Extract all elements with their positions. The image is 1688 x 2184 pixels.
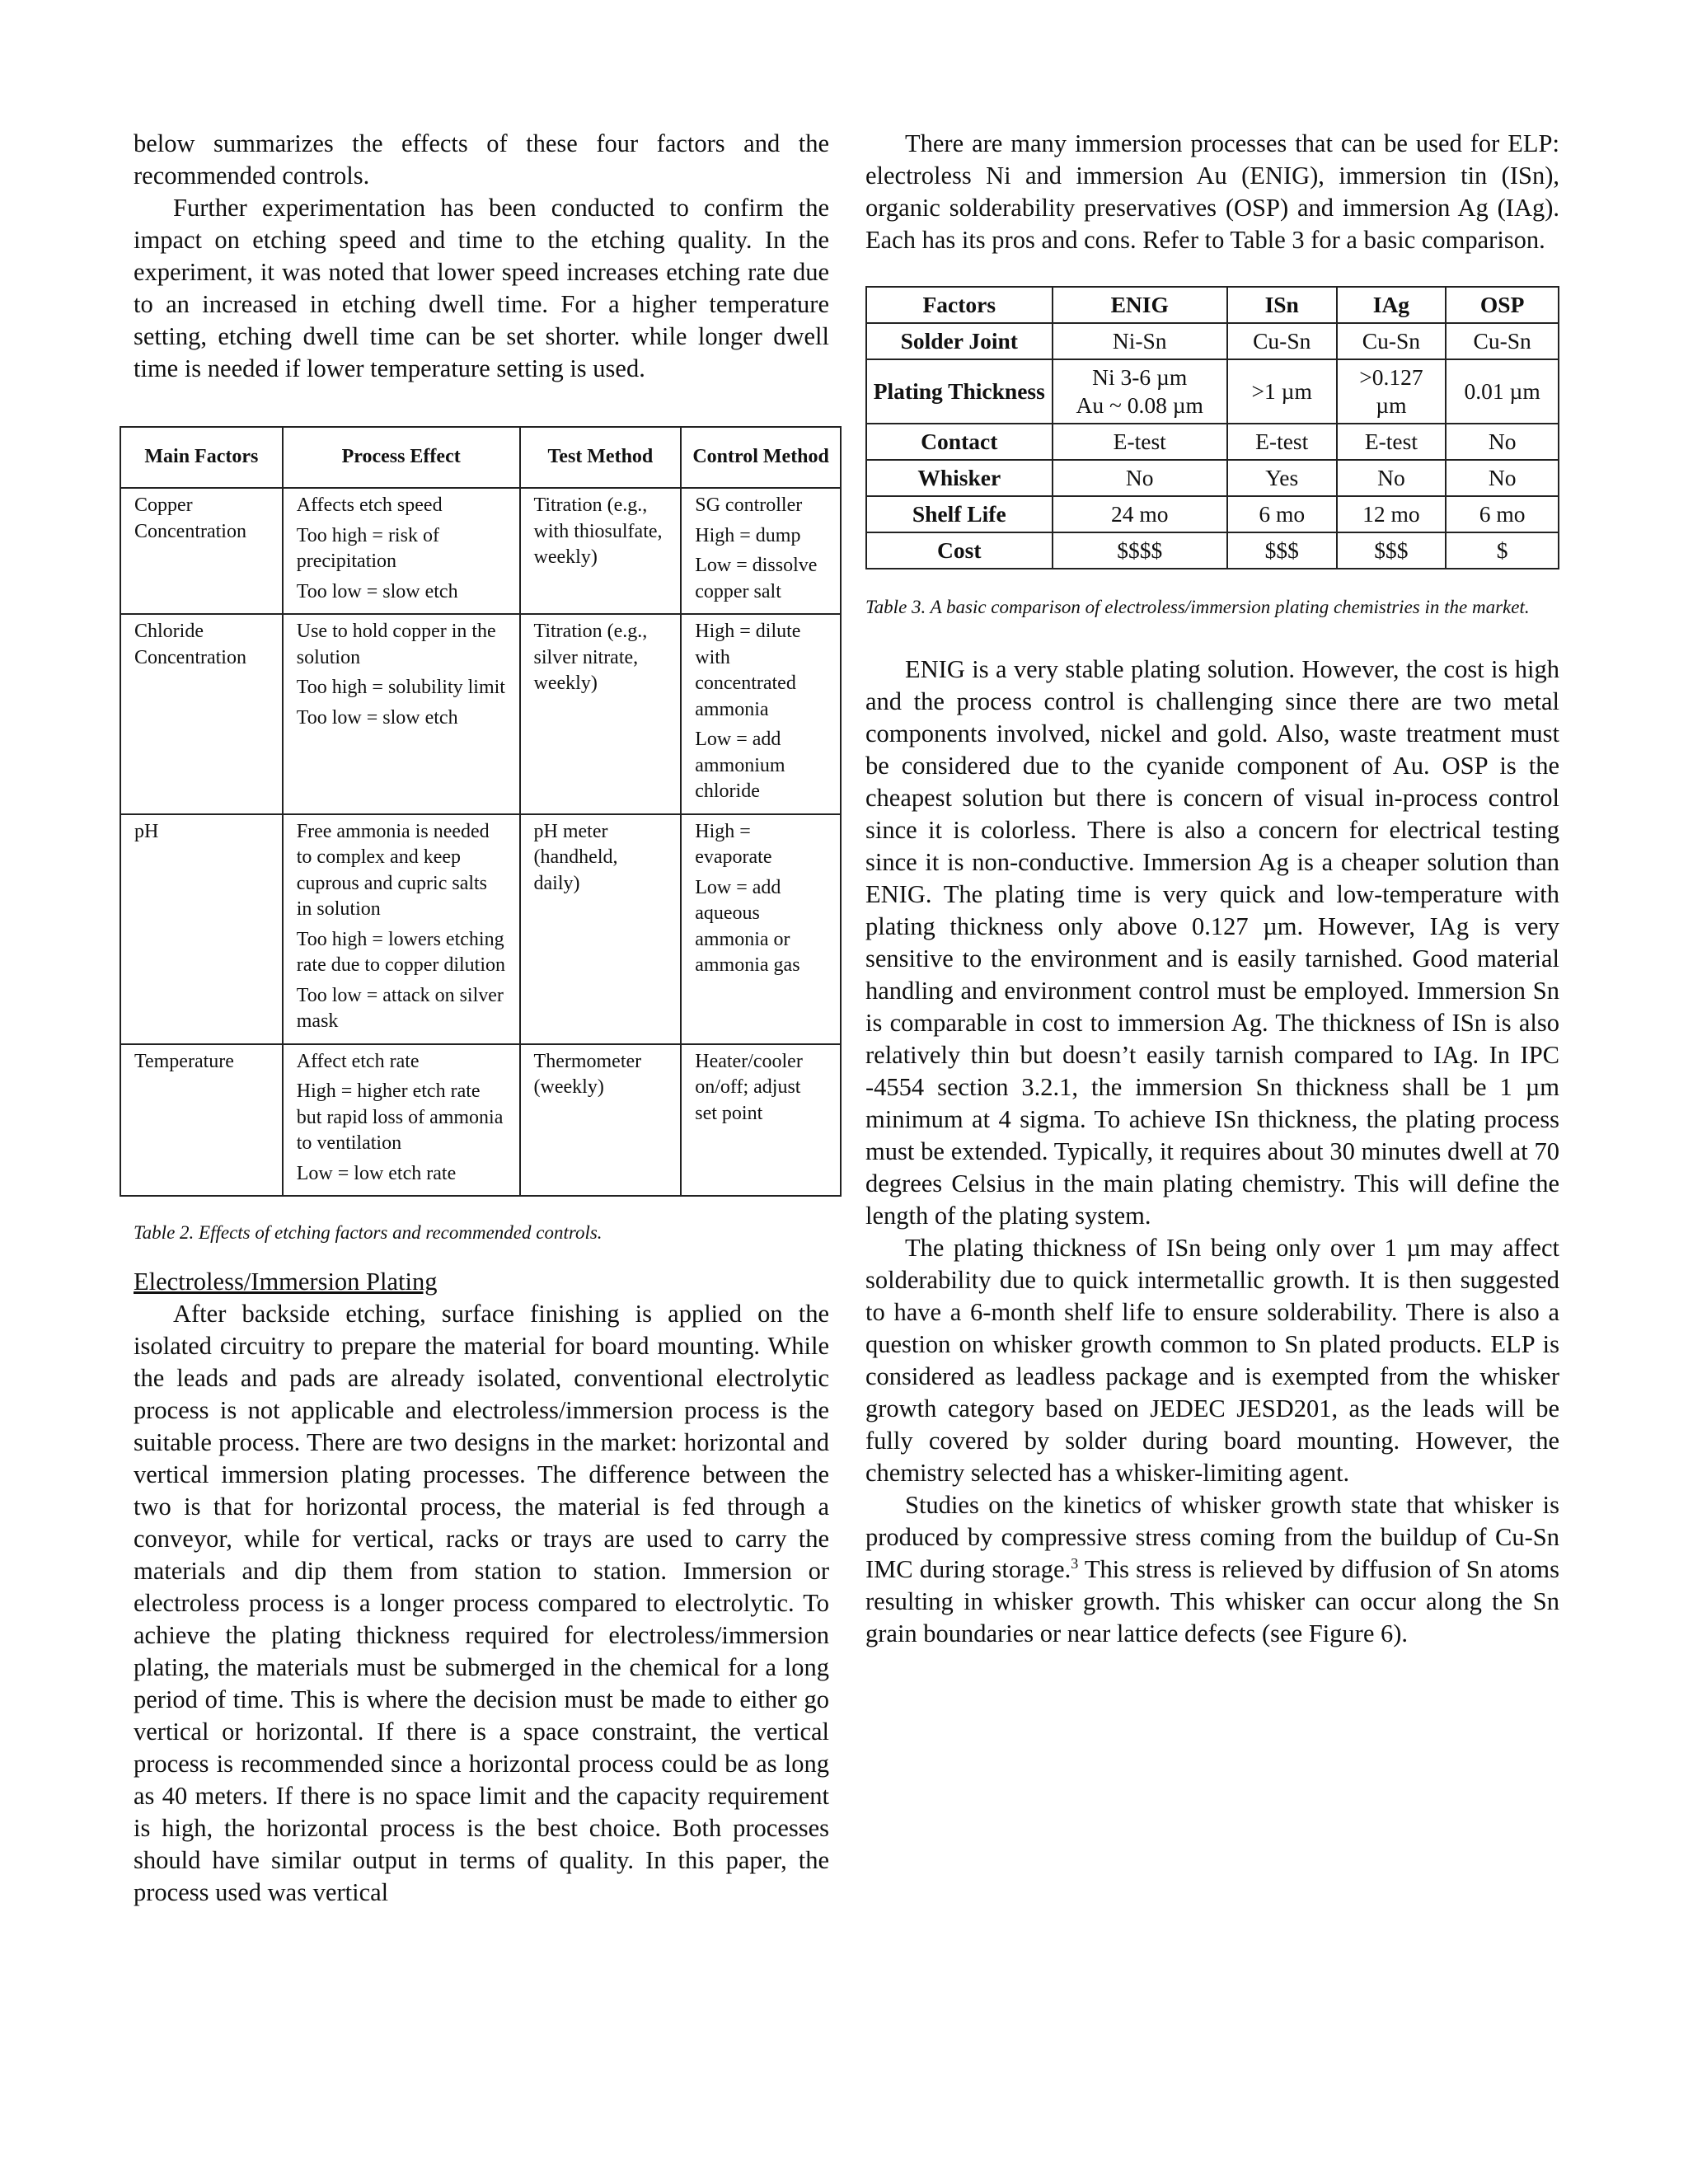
table-cell: E-test [1227, 424, 1337, 460]
table-2-etching-factors [120, 426, 842, 1197]
table-cell: >1 µm [1227, 359, 1337, 424]
table-cell: $$$$ [1053, 532, 1227, 569]
table-cell: No [1446, 424, 1559, 460]
paragraph-whisker-kinetics [865, 1489, 1559, 1650]
table-cell: 12 mo [1337, 496, 1447, 532]
control-cell [681, 614, 841, 814]
table-header-row [866, 287, 1559, 323]
table-cell: $$$ [1337, 532, 1447, 569]
left-column [134, 128, 829, 1909]
table-2-caption: Table 2. Effects of etching factors and recommended controls. [134, 1222, 603, 1243]
effect-line: Too low = slow etch [296, 580, 458, 602]
effect-line: Too high = risk of precipitation [296, 524, 439, 572]
table-header-cell: Process Effect [283, 427, 520, 488]
table-row [866, 359, 1559, 424]
table-header-row [120, 427, 841, 488]
table-header-cell: ISn [1227, 287, 1337, 323]
table-cell: E-test [1337, 424, 1447, 460]
table-cell: Cu-Sn [1337, 323, 1447, 359]
row-label: Solder Joint [866, 323, 1053, 359]
test-cell [520, 814, 682, 1044]
text-span: Studies on the kinetics of whisker growth state that whisker is produced by compressive stress coming from the buildup of Cu-Sn IMC during storage. [865, 1491, 1559, 1583]
control-line: High = evaporate [695, 820, 772, 868]
table-cell: >0.127 µm [1337, 359, 1447, 424]
effect-line: Too low = attack on silver mask [296, 984, 504, 1032]
effect-cell [283, 1044, 520, 1197]
table-row [120, 814, 841, 1044]
row-label: Contact [866, 424, 1053, 460]
section-heading: Electroless/Immersion Plating [134, 1268, 438, 1296]
table-row [866, 532, 1559, 569]
table-cell: Ni-Sn [1053, 323, 1227, 359]
row-label: Plating Thickness [866, 359, 1053, 424]
reference-superscript: 3 [1071, 1554, 1079, 1572]
control-line: SG controller [695, 494, 803, 516]
test-line: Thermometer (weekly) [533, 1050, 642, 1098]
factor-cell: Chloride Concentration [120, 614, 283, 814]
control-cell [681, 814, 841, 1044]
factor-cell: Temperature [120, 1044, 283, 1197]
factor-cell: pH [120, 814, 283, 1044]
test-cell [520, 1044, 682, 1197]
effect-line: Affect etch rate [296, 1050, 420, 1072]
effect-cell [283, 614, 520, 814]
control-line: Low = add ammonium chloride [695, 729, 785, 802]
table-cell: E-test [1053, 424, 1227, 460]
effect-line: Too low = slow etch [296, 706, 458, 729]
effect-line: Too high = solubility limit [296, 677, 505, 698]
table-cell: $ [1446, 532, 1559, 569]
test-cell [520, 488, 682, 614]
test-line: Titration (e.g., silver nitrate, weekly) [533, 621, 648, 694]
paragraph-plating: After backside etching, surface finishing is applied on the isolated circuitry to prepare the material for board mounting. While the leads and pads are already isolated, conventional electrolytic process is not applicable and electroless/immersion process is the suitable process. There are two designs in the market: horizontal and vertical immersion plating processes. The difference between the two is that for horizontal process, the material is fed through a conveyor, while for vertical, racks or trays are used to carry the materials and dip them from station to station. Immersion or electroless process is a longer process compared to electrolytic. To achieve the plating thickness required for electroless/immersion plating, the materials must be submerged in the chemical for a long period of time. This is where the decision must be made to either go vertical or horizontal. If there is a space constraint, the vertical process is recommended since a horizontal process could be as long as 40 meters. If there is no space limit and the capacity requirement is high, the horizontal process is the best choice. Both processes should have similar output in terms of quality. In this paper, the process used was vertical [134, 1300, 829, 1906]
table-header-cell: Factors [866, 287, 1053, 323]
text-span: This stress is relieved by diffusion of Sn atoms resulting in whisker growth. This whisker can occur along the Sn grain boundaries or near lattice defects (see Figure 6). [865, 1555, 1560, 1647]
table-cell: 0.01 µm [1446, 359, 1559, 424]
effect-line: Affects etch speed [296, 494, 443, 516]
table-3-plating-comparison [865, 286, 1559, 569]
test-line: Titration (e.g., with thiosulfate, weekly) [533, 494, 663, 568]
control-cell [681, 1044, 841, 1197]
control-line: Low = add aqueous ammonia or ammonia gas [695, 876, 800, 976]
table-cell: $$$ [1227, 532, 1337, 569]
table-cell: Cu-Sn [1446, 323, 1559, 359]
control-line: Low = dissolve copper salt [695, 555, 818, 602]
table-header-cell: Main Factors [120, 427, 283, 488]
row-label: Cost [866, 532, 1053, 569]
paragraph-experiment: Further experimentation has been conducted to confirm the impact on etching speed and time to the etching quality. In the experiment, it was noted that lower speed increases etching rate due to an increased in etching dwell time. For a higher temperature setting, etching dwell time can be set shorter. while longer dwell time is needed if lower temperature setting is used. [134, 194, 829, 382]
table-cell: No [1446, 460, 1559, 496]
effect-cell [283, 814, 520, 1044]
table-header-cell: Test Method [520, 427, 682, 488]
table-header-cell: ENIG [1053, 287, 1227, 323]
table-cell: 6 mo [1227, 496, 1337, 532]
effect-line: Free ammonia is needed to complex and keep cuprous and cupric salts in solution [296, 820, 490, 920]
effect-line: High = higher etch rate but rapid loss of ammonia to ventilation [296, 1080, 504, 1154]
effect-cell [283, 488, 520, 614]
table-cell: Yes [1227, 460, 1337, 496]
table-row [120, 488, 841, 614]
control-cell [681, 488, 841, 614]
effect-line: Too high = lowers etching rate due to copper dilution [296, 928, 506, 976]
paragraph-immersion-processes: There are many immersion processes that can be used for ELP: electroless Ni and immersion Au (ENIG), immersion tin (ISn), organic solderability preservatives (OSP) and immersion Ag (IAg). Each has its pros and cons. Refer to Table 3 for a basic comparison. [865, 129, 1559, 254]
control-line: High = dump [695, 524, 801, 546]
table-row [866, 323, 1559, 359]
control-line: Heater/cooler on/off; adjust set point [695, 1050, 803, 1124]
table-header-cell: OSP [1446, 287, 1559, 323]
control-line: High = dilute with concentrated ammonia [695, 621, 801, 720]
table-header-cell: IAg [1337, 287, 1447, 323]
table-cell: 24 mo [1053, 496, 1227, 532]
effect-line: Use to hold copper in the solution [296, 621, 496, 668]
table-header-cell: Control Method [681, 427, 841, 488]
table-cell: No [1337, 460, 1447, 496]
paragraph-enig: ENIG is a very stable plating solution. However, the cost is high and the process control is challenging since there are two metal components involved, nickel and gold. Also, waste treatment must be considered due to the cyanide component of Au. OSP is the cheapest solution but there is concern of visual in-process control since it is colorless. There is also a concern for electrical testing since it is non-conductive. Immersion Ag is a cheaper solution than ENIG. The plating time is very quick and low-temperature with plating thickness only above 0.127 µm. However, IAg is very sensitive to the environment and is easily tarnished. Good material handling and environment control must be employed. Immersion Sn is comparable in cost to immersion Ag. The thickness of ISn is also relatively thin but doesn’t easily tarnish compared to IAg. In IPC -4554 section 3.2.1, the immersion Sn thickness shall be 1 µm minimum at 4 sigma. To achieve ISn thickness, the plating process must be extended. Typically, it requires about 30 minutes dwell at 70 degrees Celsius in the main plating chemistry. This will define the length of the plating system. [865, 655, 1559, 1230]
table-cell: Ni 3-6 µm Au ~ 0.08 µm [1053, 359, 1227, 424]
table-row [120, 614, 841, 814]
row-label: Whisker [866, 460, 1053, 496]
paragraph-intro: below summarizes the effects of these four factors and the recommended controls. [134, 129, 829, 190]
test-cell [520, 614, 682, 814]
table-row [866, 496, 1559, 532]
table-cell: No [1053, 460, 1227, 496]
effect-line: Low = low etch rate [296, 1162, 457, 1184]
right-column [865, 128, 1559, 1650]
table-3-caption: Table 3. A basic comparison of electroless/immersion plating chemistries in the market. [865, 597, 1530, 617]
table-row [120, 1044, 841, 1197]
paragraph-isn-thickness: The plating thickness of ISn being only over 1 µm may affect solderability due to quick intermetallic growth. It is then suggested to have a 6-month shelf life to ensure solderability. There is also a question on whisker growth common to Sn plated products. ELP is considered as leadless package and is exempted from the whisker growth category based on JEDEC JESD201, as the leads will be fully covered by solder during board mounting. However, the chemistry selected has a whisker-limiting agent. [865, 1234, 1559, 1487]
table-cell: 6 mo [1446, 496, 1559, 532]
test-line: pH meter (handheld, daily) [533, 820, 618, 894]
factor-cell: Copper Concentration [120, 488, 283, 614]
table-cell: Cu-Sn [1227, 323, 1337, 359]
row-label: Shelf Life [866, 496, 1053, 532]
table-row [866, 424, 1559, 460]
table-row [866, 460, 1559, 496]
